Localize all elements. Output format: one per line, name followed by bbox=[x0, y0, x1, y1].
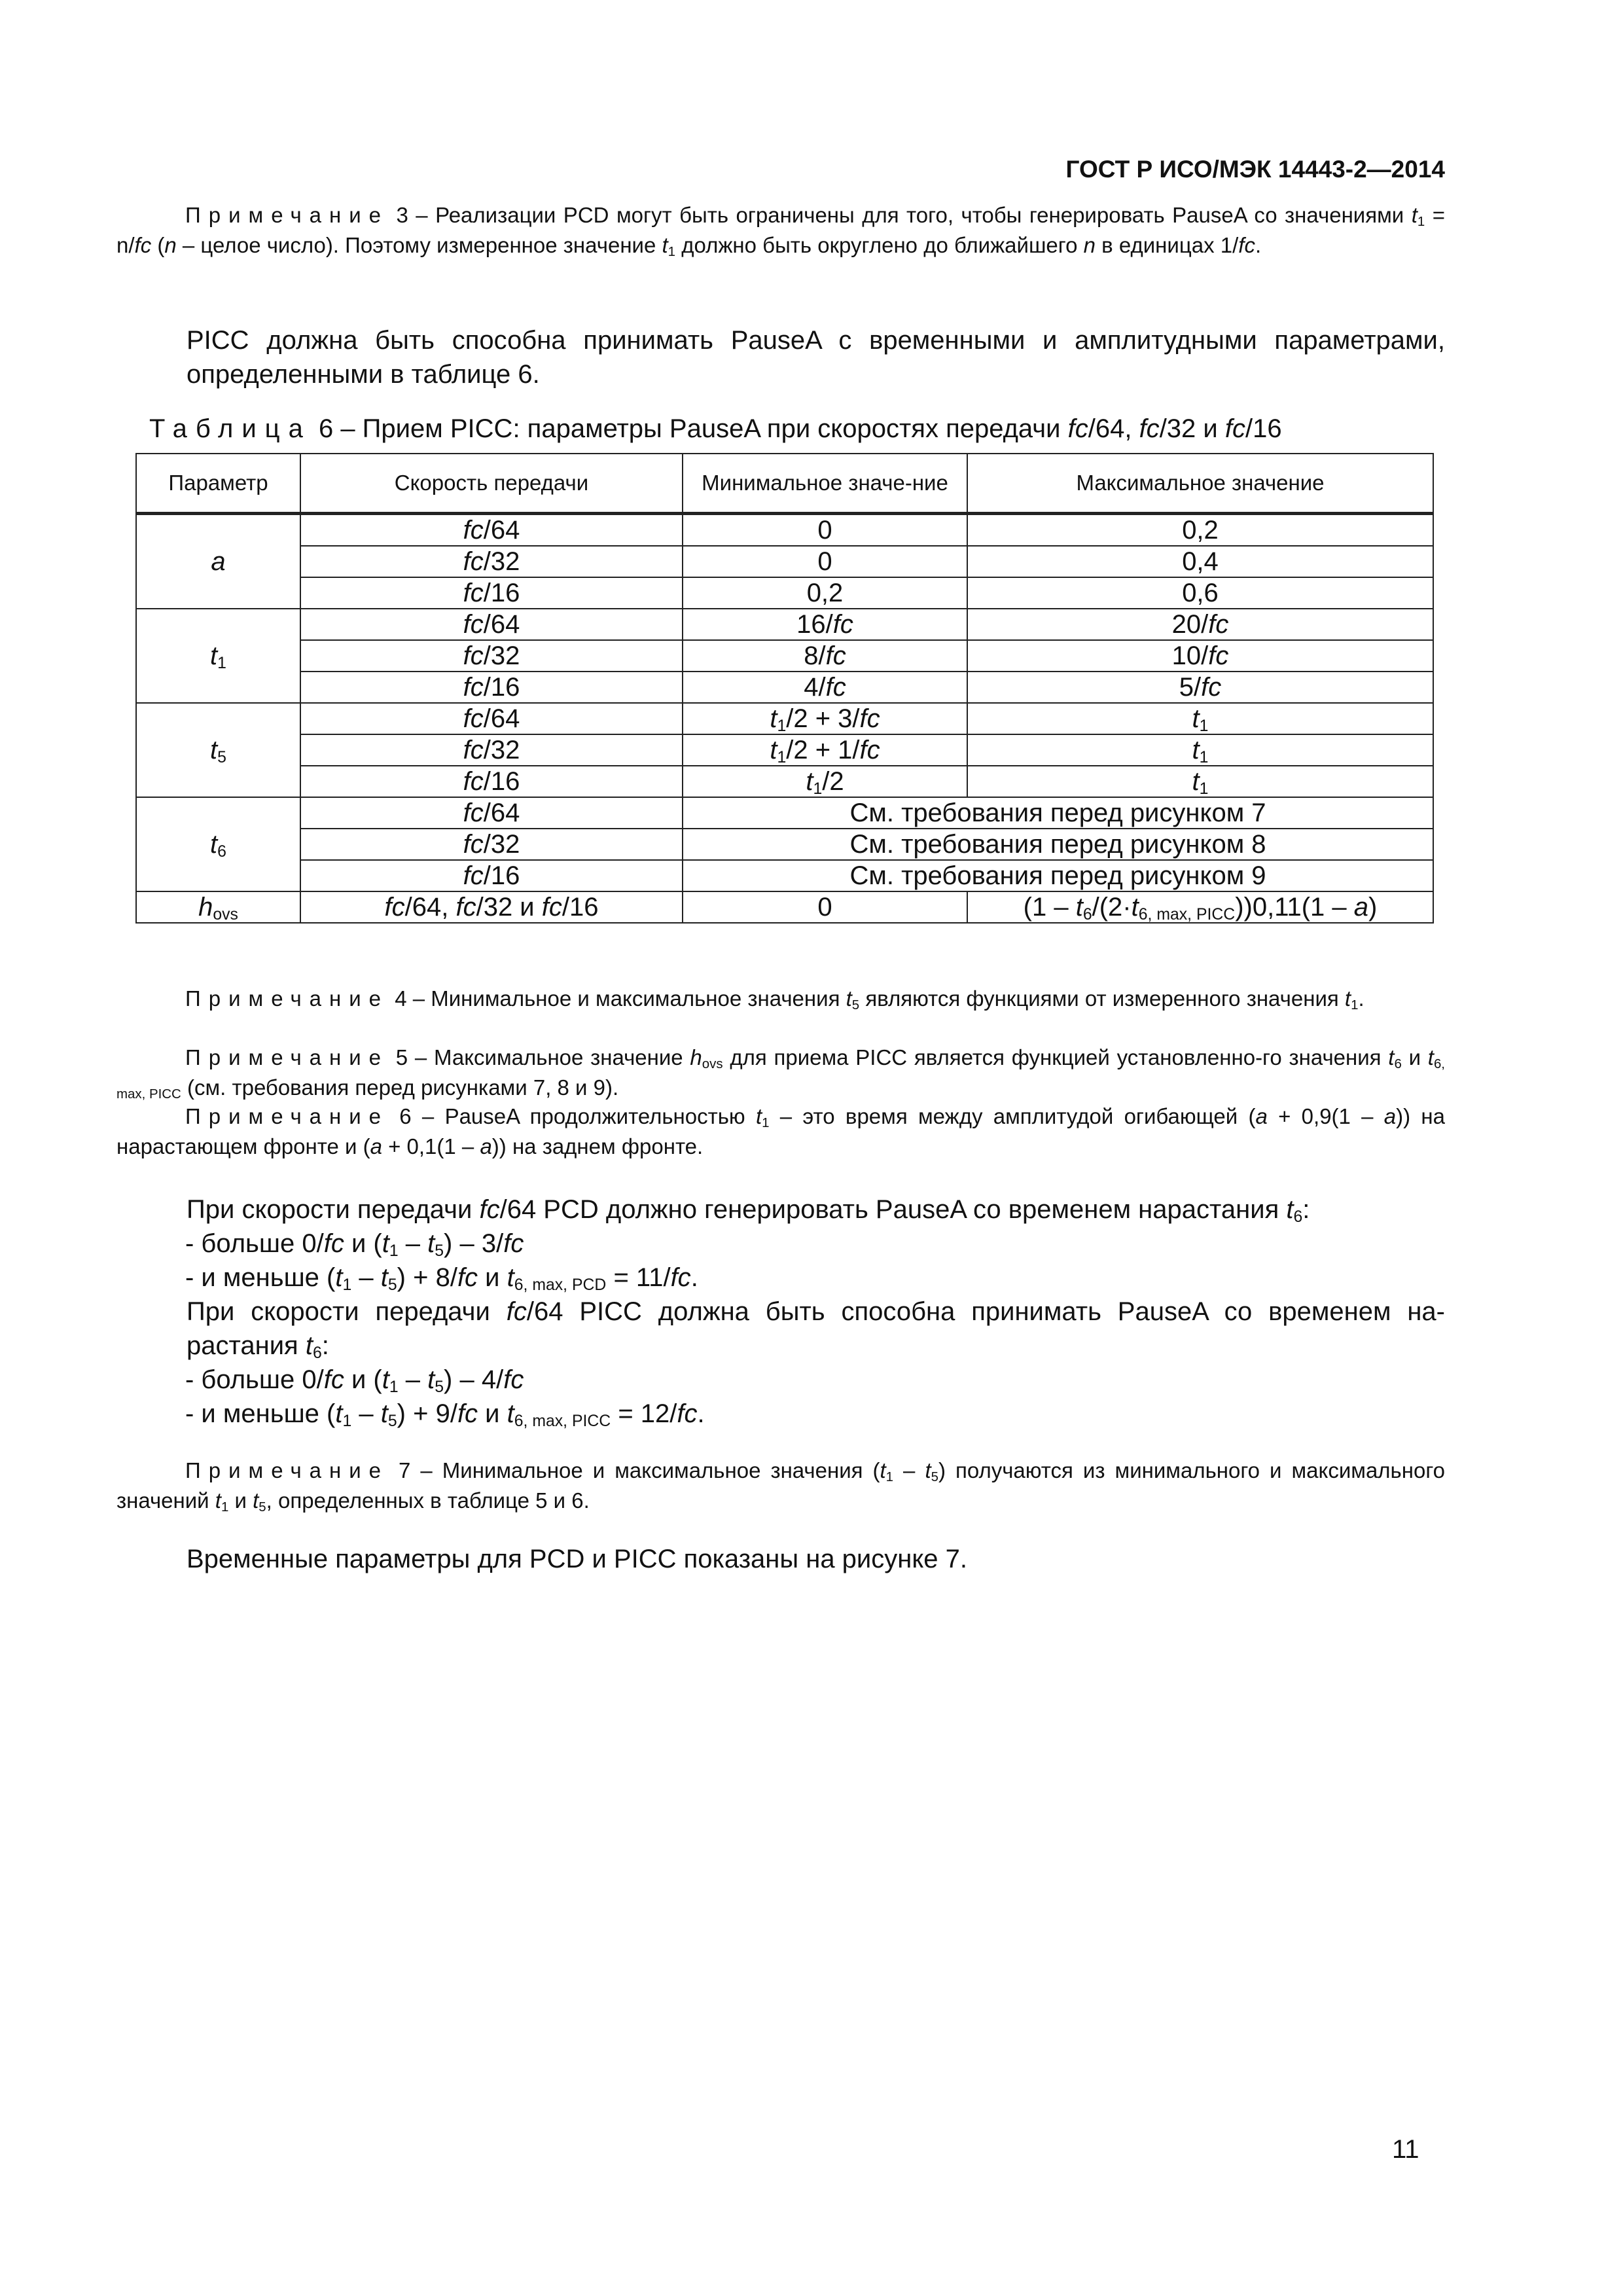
table-header-row bbox=[136, 454, 1433, 514]
table-row bbox=[136, 546, 1433, 577]
note-5: Примечание 5 – Максимальное значение $h_{ovs}$ для приема PICC является функцией установленно-го значения $t_6$ и $t_{6, max, PICC}$ (см. требования перед рисунками 7, 8 и 9). bbox=[116, 1045, 1445, 1102]
speed-cell: fc/16 bbox=[300, 577, 683, 609]
table-row bbox=[136, 829, 1433, 860]
min-cell: 16/fc bbox=[683, 609, 967, 640]
speed-cell: fc/64 bbox=[300, 703, 683, 734]
speed-cell: fc/32 bbox=[300, 546, 683, 577]
speed-cell: fc/16 bbox=[300, 672, 683, 703]
max-cell: $(1 - t_6/(2\cdot t_{6, max, PICC}))0,11(1 - a)$ bbox=[967, 891, 1433, 923]
table-6 bbox=[135, 453, 1434, 924]
table-row bbox=[136, 514, 1433, 547]
speed-cell: fc/32 bbox=[300, 640, 683, 672]
table-row bbox=[136, 766, 1433, 797]
requirement-cell: См. требования перед рисунком 8 bbox=[683, 829, 1433, 860]
param-t5: $t_5$ bbox=[136, 703, 300, 797]
requirement-cell: См. требования перед рисунком 7 bbox=[683, 797, 1433, 829]
min-cell: $t_1/2 + 1/fc$ bbox=[683, 734, 967, 766]
table-row bbox=[136, 734, 1433, 766]
min-cell: 0,2 bbox=[683, 577, 967, 609]
min-cell: 8/fc bbox=[683, 640, 967, 672]
note-6: Примечание 6 – PauseA продолжительностью $t_1$ – это время между амплитудой огибающей (a + 0,9(1 – a)) на нарастающем фронте и (a + 0,1(1 – a)) на заднем фронте. bbox=[116, 1104, 1445, 1158]
note-4: Примечание 4 – Минимальное и максимальное значения $t_5$ являются функциями от измеренного значения $t_1$. bbox=[185, 986, 1364, 1013]
paragraph-timing-figure: Временные параметры для PCD и PICC показаны на рисунке 7. bbox=[187, 1545, 968, 1573]
speed-cell: fc/64, fc/32 и fc/16 bbox=[300, 891, 683, 923]
max-cell: $t_1$ bbox=[967, 734, 1433, 766]
min-cell: 0 bbox=[683, 891, 967, 923]
speed-cell: fc/64 bbox=[300, 609, 683, 640]
max-cell: 0,6 bbox=[967, 577, 1433, 609]
max-cell: $t_1$ bbox=[967, 703, 1433, 734]
header-min: Минимальное значе-ние bbox=[683, 454, 967, 514]
page-number: 11 bbox=[1392, 2135, 1419, 2164]
table-row bbox=[136, 891, 1433, 923]
max-cell: 0,2 bbox=[967, 514, 1433, 547]
pcd-rise-time-block: При скорости передачи fc/64 PCD должно генерировать PauseA со временем нарастания $t_6$: - больше 0/fc и $(t_1 - t_5) - 3/fc$ - и меньше $(t_1 - t_5) + 8/fc$ и $t_{6, max, PCD} = 11/fc$. bbox=[116, 1193, 1445, 1295]
requirement-cell: См. требования перед рисунком 9 bbox=[683, 860, 1433, 891]
speed-cell: fc/16 bbox=[300, 860, 683, 891]
table-row bbox=[136, 703, 1433, 734]
table-row bbox=[136, 640, 1433, 672]
param-t6: $t_6$ bbox=[136, 797, 300, 891]
picc-rise-time-block: При скорости передачи fc/64 PICC должна быть способна принимать PauseA со временем на-растания $t_6$: - больше 0/fc и $(t_1 - t_5) - 4/fc$ - и меньше $(t_1 - t_5) + 9/fc$ и $t_{6, max, PICC} = 12/fc$. bbox=[116, 1295, 1445, 1431]
table-row bbox=[136, 672, 1433, 703]
speed-cell: fc/64 bbox=[300, 514, 683, 547]
max-cell: 10/fc bbox=[967, 640, 1433, 672]
paragraph-picc-pausea: PICC должна быть способна принимать PauseA с временными и амплитудными параметрами, определенными в таблице 6. bbox=[187, 326, 1445, 389]
list-item: - больше 0/fc и $(t_1 - t_5) - 3/fc$ bbox=[185, 1229, 524, 1261]
document-header: ГОСТ Р ИСО/МЭК 14443-2—2014 bbox=[1065, 156, 1445, 183]
list-item: - больше 0/fc и $(t_1 - t_5) - 4/fc$ bbox=[185, 1365, 524, 1397]
min-cell: 0 bbox=[683, 546, 967, 577]
min-cell: 0 bbox=[683, 514, 967, 547]
speed-cell: fc/32 bbox=[300, 734, 683, 766]
min-cell: 4/fc bbox=[683, 672, 967, 703]
note-7: Примечание 7 – Минимальное и максимальное значения $(t_1 - t_5)$ получаются из минимального и максимального значений $t_1$ и $t_5$, определенных в таблице 5 и 6. bbox=[116, 1458, 1445, 1515]
table-row bbox=[136, 797, 1433, 829]
max-cell: 0,4 bbox=[967, 546, 1433, 577]
table-row bbox=[136, 577, 1433, 609]
max-cell: 20/fc bbox=[967, 609, 1433, 640]
min-cell: $t_1/2 + 3/fc$ bbox=[683, 703, 967, 734]
list-item: - и меньше $(t_1 - t_5) + 9/fc$ и $t_{6, max, PICC} = 12/fc$. bbox=[185, 1399, 705, 1431]
speed-cell: fc/64 bbox=[300, 797, 683, 829]
header-max: Максимальное значение bbox=[967, 454, 1433, 514]
table-row bbox=[136, 609, 1433, 640]
table-6-caption: Таблица 6 – Прием PICC: параметры PauseA при скоростях передачи fc/64, fc/32 и fc/16 bbox=[149, 414, 1282, 443]
max-cell: $t_1$ bbox=[967, 766, 1433, 797]
param-hovs: $h_{ovs}$ bbox=[136, 891, 300, 923]
param-t1: $t_1$ bbox=[136, 609, 300, 703]
header-parameter: Параметр bbox=[136, 454, 300, 514]
header-speed: Скорость передачи bbox=[300, 454, 683, 514]
min-cell: $t_1/2$ bbox=[683, 766, 967, 797]
table-row bbox=[136, 860, 1433, 891]
param-a: a bbox=[136, 514, 300, 609]
note-3: Примечание 3 – Реализации PCD могут быть ограничены для того, чтобы генерировать PauseA со значениями $t_1 = n/fc$ (n – целое число). Поэтому измеренное значение $t_1$ должно быть округлено до ближайшего n в единицах 1/fc. bbox=[116, 203, 1445, 260]
list-item: - и меньше $(t_1 - t_5) + 8/fc$ и $t_{6, max, PCD} = 11/fc$. bbox=[185, 1263, 698, 1295]
speed-cell: fc/32 bbox=[300, 829, 683, 860]
max-cell: 5/fc bbox=[967, 672, 1433, 703]
speed-cell: fc/16 bbox=[300, 766, 683, 797]
